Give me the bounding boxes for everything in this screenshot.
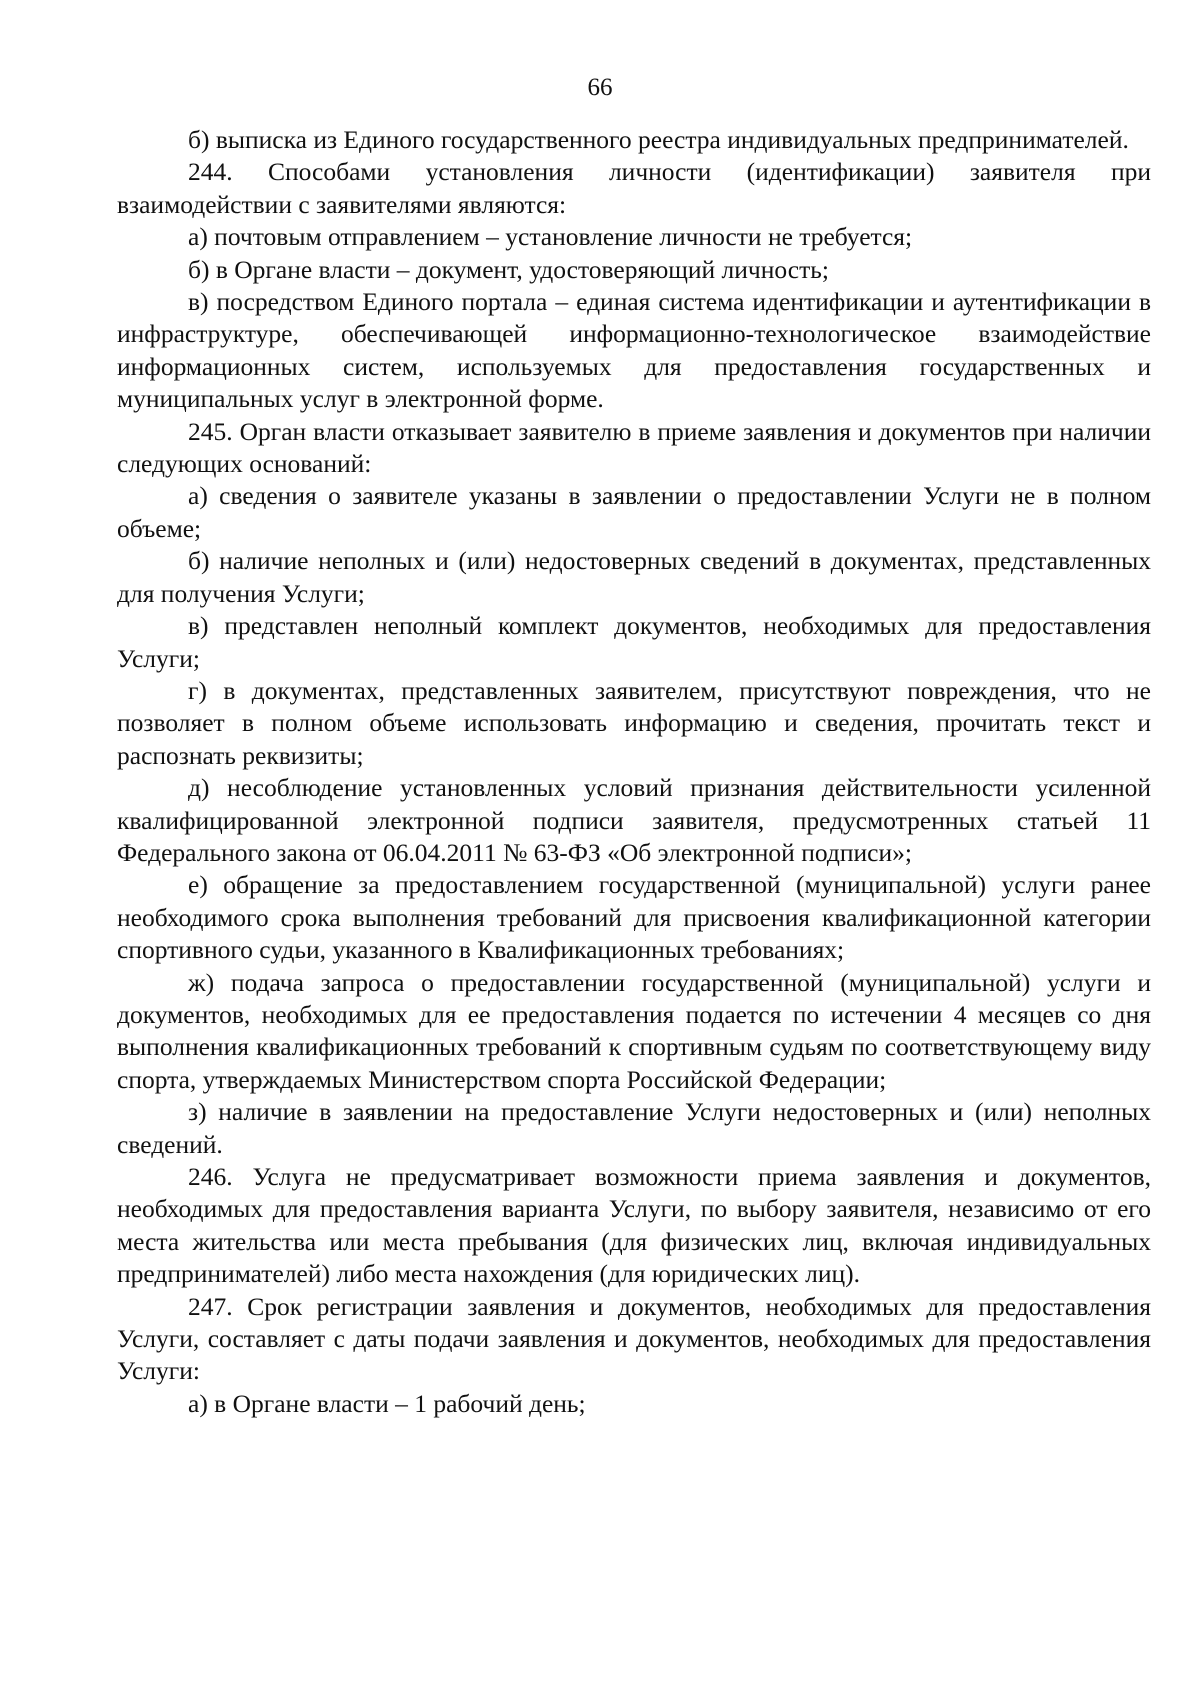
paragraph-extract-registry: б) выписка из Единого государственного реестра индивидуальных предпринимателей.: [188, 125, 1129, 154]
paragraph-247: 247. Срок регистрации заявления и документов, необходимых для предоставления Услуги, составляет с даты подачи заявления и документов, необходимых для предоставления Услуги:: [117, 1291, 1151, 1386]
paragraph-244-b: б) в Органе власти – документ, удостоверяющий личность;: [188, 254, 829, 284]
paragraph-245-z: з) наличие в заявлении на предоставление Услуги недостоверных и (или) неполных сведений.: [117, 1097, 1151, 1159]
paragraph-245-g: г) в документах, представленных заявителем, присутствуют повреждения, что не позволяет в полном объеме использовать информацию и сведения, прочитать текст и распознать реквизиты;: [117, 675, 1151, 770]
paragraph-246: 246. Услуга не предусматривает возможности приема заявления и документов, необходимых для предоставления варианта Услуги, по выбору заявителя, независимо от его места жительства или места пребывания (для физических лиц, включая индивидуальных предпринимателей) либо места нахождения (для юридических лиц).: [117, 1162, 1151, 1289]
page-number: 66: [587, 74, 613, 101]
paragraph-245-v: в) представлен неполный комплект документов, необходимых для предоставления Услуги;: [117, 611, 1151, 673]
paragraph-244: 244. Способами установления личности (идентификации) заявителя при взаимодействии с заявителями являются:: [117, 157, 1151, 219]
paragraph-244-v: в) посредством Единого портала – единая система идентификации и аутентификации в инфраструктуре, обеспечивающей информационно-технологическое взаимодействие информационных систем, используемых для предоставления государственных и муниципальных услуг в электронной форме.: [117, 287, 1151, 414]
paragraph-245-a: а) сведения о заявителе указаны в заявлении о предоставлении Услуги не в полном объеме;: [117, 481, 1151, 543]
paragraph-247-a: а) в Органе власти – 1 рабочий день;: [188, 1388, 586, 1418]
paragraph-245-d: д) несоблюдение установленных условий признания действительности усиленной квалифицированной электронной подписи заявителя, предусмотренных статьей 11 Федерального закона от 06.04.2011 № 63-ФЗ «Об электронной подписи»;: [117, 773, 1151, 867]
paragraph-245-zh: ж) подача запроса о предоставлении государственной (муниципальной) услуги и документов, необходимых для ее предоставления подается по истечении 4 месяцев со дня выполнения квалификационных требований к спортивным судьям по соответствующему виду спорта, утверждаемых Министерством спорта Российской Федерации;: [117, 967, 1151, 1094]
document-body: [117, 124, 1151, 1420]
paragraph-245-e: е) обращение за предоставлением государственной (муниципальной) услуги ранее необходимого срока выполнения требований для присвоения квалификационной категории спортивного судьи, указанного в Квалификационных требованиях;: [117, 870, 1151, 965]
paragraph-244-a: а) почтовым отправлением – установление личности не требуется;: [188, 222, 913, 252]
paragraph-245: 245. Орган власти отказывает заявителю в приеме заявления и документов при наличии следующих оснований:: [117, 416, 1151, 479]
paragraph-245-b: б) наличие неполных и (или) недостоверных сведений в документах, представленных для получения Услуги;: [117, 546, 1151, 608]
